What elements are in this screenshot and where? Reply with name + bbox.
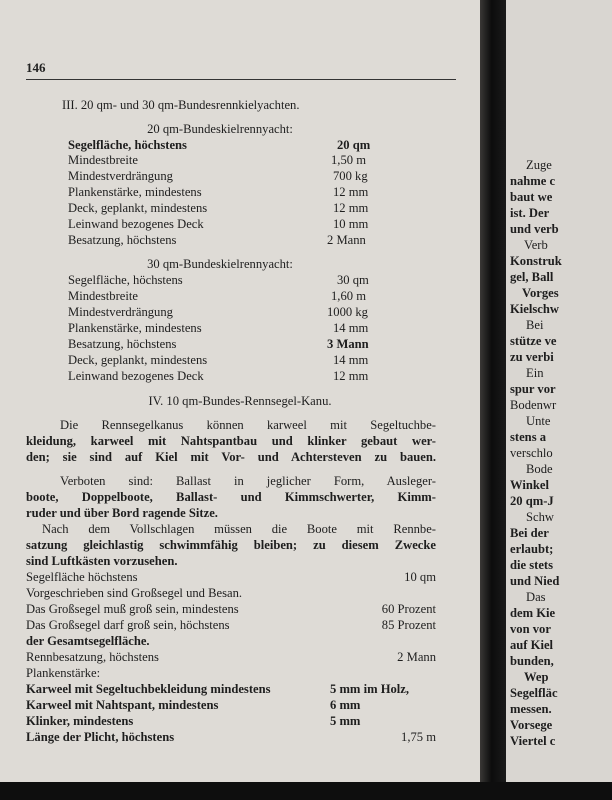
text-line: ist. Der — [510, 206, 550, 220]
spec-label: Karweel mit Nahtspant, mindestens — [26, 698, 219, 712]
text-line: erlaubt; — [510, 542, 554, 556]
text-line: nahme c — [510, 174, 556, 188]
spec-value: 30 qm — [337, 273, 369, 287]
text-line: Schw — [526, 510, 554, 524]
spec-label: Deck, geplankt, mindestens — [68, 353, 208, 367]
spec-label: Vorgeschrieben sind Großsegel und Besan. — [26, 586, 243, 600]
text-line: sind Luftkästen vorzusehen. — [26, 554, 178, 568]
section-4-heading: IV. 10 qm-Bundes-Rennsegel-Kanu. — [148, 394, 332, 408]
text-line: Bei — [526, 318, 544, 332]
spec-value: 10 mm — [333, 217, 369, 231]
spec-label: Leinwand bezogenes Deck — [68, 217, 204, 231]
text-line: von vor — [510, 622, 551, 636]
text-line: Wep — [524, 670, 549, 684]
book-gutter — [480, 0, 506, 800]
spec-value: 3 Mann — [327, 337, 369, 351]
spec-label: Besatzung, höchstens — [68, 337, 177, 351]
spec-label: Plankenstärke, mindestens — [68, 185, 202, 199]
text-line: Viertel c — [510, 734, 556, 748]
text-line: boote, Doppelboote, Ballast- und Kimmschwerter, Kimm- — [26, 490, 436, 504]
yacht-30-title: 30 qm-Bundeskielrennyacht: — [147, 257, 293, 271]
text-line: den; sie sind auf Kiel mit Vor- und Achtersteven zu bauen. — [26, 450, 436, 464]
yacht-20-title: 20 qm-Bundeskielrennyacht: — [147, 122, 293, 136]
text-line: ruder und über Bord ragende Sitze. — [26, 506, 218, 520]
spec-label: Segelfläche höchstens — [26, 570, 138, 584]
spec-label: Karweel mit Segeltuchbekleidung mindestens — [26, 682, 271, 696]
spec-value: 1,75 m — [401, 730, 436, 744]
text-line: verschlo — [510, 446, 553, 460]
spec-value: 60 Prozent — [381, 602, 436, 616]
text-line: Ein — [526, 366, 544, 380]
text-line: Bode — [526, 462, 553, 476]
text-line: Die Rennsegelkanus können karweel mit Segeltuchbe- — [60, 418, 436, 432]
spec-label: Das Großsegel muß groß sein, mindestens — [26, 602, 239, 616]
spec-value: 1,50 m — [331, 153, 366, 167]
bottom-edge — [0, 782, 612, 800]
spec-value: 85 Prozent — [381, 618, 436, 632]
text-line: Das — [526, 590, 546, 604]
text-line: stens a — [510, 430, 547, 444]
spec-label: Segelfläche, höchstens — [68, 138, 187, 152]
text-line: Verboten sind: Ballast in jeglicher Form, Ausleger- — [60, 474, 436, 488]
text-line: Unte — [526, 414, 551, 428]
spec-label: Plankenstärke: — [26, 666, 101, 680]
page-number: 146 — [26, 60, 46, 75]
text-line: Bei der — [510, 526, 549, 540]
spec-label: Mindestbreite — [68, 289, 138, 303]
text-line: gel, Ball — [510, 270, 554, 284]
text-line: Segelfläc — [510, 686, 558, 700]
spec-label: Besatzung, höchstens — [68, 233, 177, 247]
text-line: Nach dem Vollschlagen müssen die Boote mit Rennbe- — [42, 522, 436, 536]
spec-label: Mindestbreite — [68, 153, 138, 167]
text-line: Bodenwr — [510, 398, 557, 412]
text-line: und Nied — [510, 574, 560, 588]
text-line: Konstruk — [510, 254, 562, 268]
spec-value: 5 mm — [330, 714, 361, 728]
spec-label: der Gesamtsegelfläche. — [26, 634, 150, 648]
spec-value: 1000 kg — [327, 305, 368, 319]
text-line: Vorges — [522, 286, 559, 300]
spec-label: Länge der Plicht, höchstens — [26, 730, 175, 744]
spec-value: 2 Mann — [327, 233, 366, 247]
spec-value: 10 qm — [404, 570, 436, 584]
text-line: Kielschw — [510, 302, 559, 316]
spec-value: 5 mm im Holz, — [330, 682, 410, 696]
text-line: Vorsege — [510, 718, 553, 732]
spec-value: 12 mm — [333, 185, 369, 199]
text-line: Verb — [524, 238, 548, 252]
text-line: spur vor — [510, 382, 556, 396]
text-line: die stets — [510, 558, 554, 572]
text-line: kleidung, karweel mit Nahtspantbau und klinker gebaut wer- — [26, 434, 436, 448]
spec-value: 700 kg — [333, 169, 368, 183]
spec-label: Klinker, mindestens — [26, 714, 134, 728]
spec-value: 14 mm — [333, 321, 369, 335]
spec-value: 14 mm — [333, 353, 369, 367]
text-line: Winkel — [510, 478, 549, 492]
spec-value: 6 mm — [330, 698, 361, 712]
spec-label: Das Großsegel darf groß sein, höchstens — [26, 618, 230, 632]
spec-value: 12 mm — [333, 369, 369, 383]
text-line: zu verbi — [510, 350, 554, 364]
text-line: bunden, — [510, 654, 554, 668]
text-line: satzung gleichlastig schwimmfähig bleiben; zu diesem Zwecke — [26, 538, 436, 552]
text-line: auf Kiel — [510, 638, 554, 652]
spec-value: 2 Mann — [397, 650, 436, 664]
spec-label: Mindestverdrängung — [68, 305, 173, 319]
spec-value: 12 mm — [333, 201, 369, 215]
spec-label: Rennbesatzung, höchstens — [26, 650, 159, 664]
text-line: messen. — [510, 702, 552, 716]
spec-label: Leinwand bezogenes Deck — [68, 369, 204, 383]
text-line: stütze ve — [510, 334, 557, 348]
spec-value: 1,60 m — [331, 289, 366, 303]
section-3-heading: III. 20 qm- und 30 qm-Bundesrennkielyachten. — [62, 98, 300, 112]
spec-label: Plankenstärke, mindestens — [68, 321, 202, 335]
spec-value: 20 qm — [337, 138, 371, 152]
text-line: 20 qm-J — [510, 494, 554, 508]
text-line: dem Kie — [510, 606, 556, 620]
spec-label: Deck, geplankt, mindestens — [68, 201, 208, 215]
text-line: baut we — [510, 190, 553, 204]
text-line: und verb — [510, 222, 559, 236]
text-line: Zuge — [526, 158, 552, 172]
header-rule — [26, 79, 456, 80]
spec-label: Mindestverdrängung — [68, 169, 173, 183]
spec-label: Segelfläche, höchstens — [68, 273, 183, 287]
right-page — [506, 0, 612, 782]
